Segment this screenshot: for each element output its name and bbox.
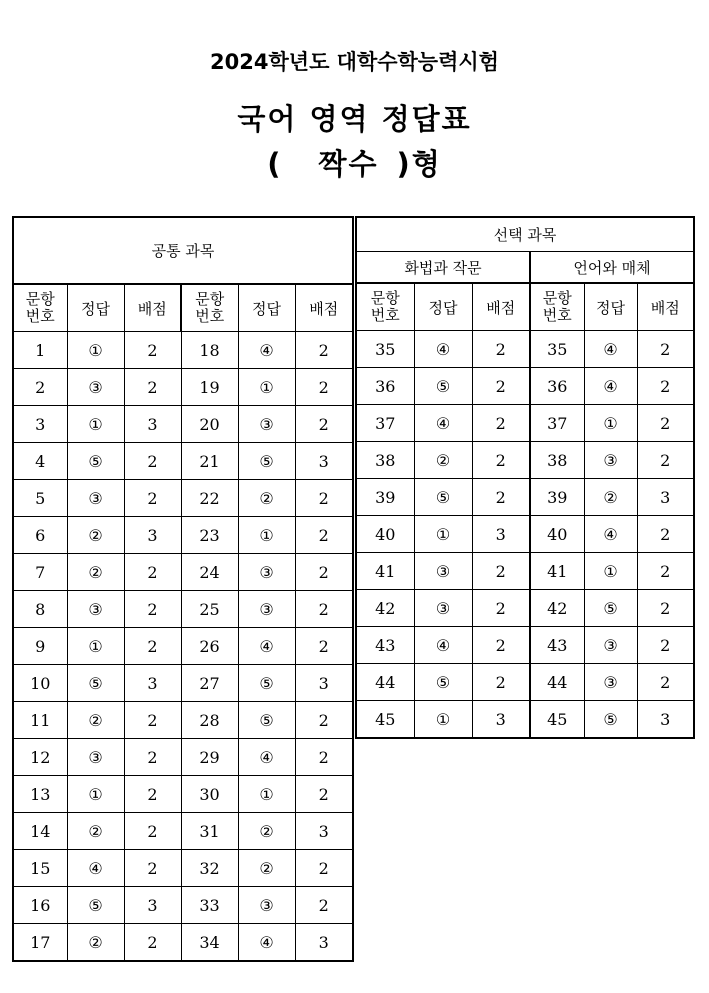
answer-cell: ② xyxy=(67,702,124,739)
answer-cell: ① xyxy=(414,516,472,553)
language-media-header: 언어와 매체 xyxy=(530,252,694,284)
table-row xyxy=(13,739,353,776)
col-header-number-line1: 문항 xyxy=(195,290,225,308)
table-row xyxy=(356,664,694,701)
exam-title: 2024학년도 대학수학능력시험 xyxy=(210,50,499,74)
score-cell: 2 xyxy=(124,924,181,962)
question-number-cell: 22 xyxy=(181,480,238,517)
question-number-cell: 11 xyxy=(13,702,67,739)
answer-cell: ④ xyxy=(584,331,637,368)
question-number-cell: 16 xyxy=(13,887,67,924)
question-number-cell: 23 xyxy=(181,517,238,554)
answer-cell: ③ xyxy=(584,664,637,701)
question-number-cell: 13 xyxy=(13,776,67,813)
col-header-question-number xyxy=(13,284,67,332)
col-header-number-line2: 번호 xyxy=(542,306,572,324)
question-number-cell: 36 xyxy=(356,368,414,405)
question-number-cell: 44 xyxy=(530,664,584,701)
table-row xyxy=(356,627,694,664)
score-cell: 2 xyxy=(124,591,181,628)
answer-cell: ① xyxy=(414,701,472,739)
table-row xyxy=(13,480,353,517)
answer-cell: ② xyxy=(67,517,124,554)
score-cell: 2 xyxy=(124,443,181,480)
answer-cell: ③ xyxy=(67,739,124,776)
answer-cell: ② xyxy=(238,480,295,517)
answer-cell: ⑤ xyxy=(414,368,472,405)
score-cell: 2 xyxy=(472,405,530,442)
answer-cell: ③ xyxy=(414,553,472,590)
col-header-answer: 정답 xyxy=(67,284,124,332)
question-number-cell: 39 xyxy=(356,479,414,516)
col-header-answer: 정답 xyxy=(584,283,637,331)
answer-cell: ⑤ xyxy=(238,443,295,480)
col-header-score: 배점 xyxy=(295,284,353,332)
question-number-cell: 29 xyxy=(181,739,238,776)
score-cell: 3 xyxy=(124,517,181,554)
question-number-cell: 32 xyxy=(181,850,238,887)
question-number-cell: 28 xyxy=(181,702,238,739)
score-cell: 2 xyxy=(124,628,181,665)
table-row xyxy=(356,590,694,627)
answer-cell: ① xyxy=(584,405,637,442)
question-number-cell: 31 xyxy=(181,813,238,850)
col-header-number-line1: 문항 xyxy=(25,290,55,308)
answer-cell: ④ xyxy=(238,332,295,369)
table-row xyxy=(13,628,353,665)
table-row xyxy=(13,887,353,924)
question-number-cell: 40 xyxy=(530,516,584,553)
answer-cell: ④ xyxy=(414,331,472,368)
score-cell: 3 xyxy=(637,701,694,739)
question-number-cell: 25 xyxy=(181,591,238,628)
col-header-score: 배점 xyxy=(472,283,530,331)
score-cell: 3 xyxy=(295,443,353,480)
question-number-cell: 24 xyxy=(181,554,238,591)
answer-cell: ③ xyxy=(238,554,295,591)
form-type: 짝수 xyxy=(318,147,379,181)
score-cell: 2 xyxy=(124,813,181,850)
answer-cell: ⑤ xyxy=(238,702,295,739)
answer-cell: ① xyxy=(67,628,124,665)
table-row xyxy=(356,405,694,442)
elective-subject-header: 선택 과목 xyxy=(356,217,694,252)
answer-cell: ⑤ xyxy=(67,665,124,702)
score-cell: 2 xyxy=(637,627,694,664)
score-cell: 3 xyxy=(295,665,353,702)
answer-cell: ② xyxy=(414,442,472,479)
answer-cell: ③ xyxy=(584,442,637,479)
common-subject-header: 공통 과목 xyxy=(13,217,353,284)
answer-cell: ① xyxy=(67,406,124,443)
answer-cell: ① xyxy=(67,776,124,813)
answer-cell: ② xyxy=(67,813,124,850)
question-number-cell: 37 xyxy=(356,405,414,442)
score-cell: 3 xyxy=(295,924,353,962)
score-cell: 2 xyxy=(124,776,181,813)
score-cell: 2 xyxy=(295,887,353,924)
question-number-cell: 40 xyxy=(356,516,414,553)
question-number-cell: 5 xyxy=(13,480,67,517)
col-header-number-line2: 번호 xyxy=(195,307,225,325)
score-cell: 2 xyxy=(295,850,353,887)
score-cell: 2 xyxy=(295,369,353,406)
question-number-cell: 27 xyxy=(181,665,238,702)
question-number-cell: 6 xyxy=(13,517,67,554)
score-cell: 2 xyxy=(295,776,353,813)
answer-cell: ③ xyxy=(238,591,295,628)
col-header-score: 배점 xyxy=(637,283,694,331)
answer-cell: ② xyxy=(67,924,124,962)
answer-cell: ③ xyxy=(67,369,124,406)
score-cell: 2 xyxy=(472,553,530,590)
table-row xyxy=(356,331,694,368)
question-number-cell: 3 xyxy=(13,406,67,443)
answer-cell: ② xyxy=(584,479,637,516)
question-number-cell: 38 xyxy=(530,442,584,479)
col-header-question-number xyxy=(530,283,584,331)
question-number-cell: 4 xyxy=(13,443,67,480)
col-header-number-line2: 번호 xyxy=(370,306,400,324)
question-number-cell: 41 xyxy=(356,553,414,590)
score-cell: 2 xyxy=(472,627,530,664)
answer-cell: ④ xyxy=(414,405,472,442)
question-number-cell: 26 xyxy=(181,628,238,665)
score-cell: 2 xyxy=(295,702,353,739)
score-cell: 2 xyxy=(472,479,530,516)
answer-cell: ④ xyxy=(238,739,295,776)
score-cell: 2 xyxy=(124,369,181,406)
elective-subject-table xyxy=(355,216,695,739)
question-number-cell: 19 xyxy=(181,369,238,406)
score-cell: 2 xyxy=(124,480,181,517)
table-row xyxy=(356,479,694,516)
answer-cell: ① xyxy=(238,776,295,813)
answer-cell: ③ xyxy=(238,406,295,443)
score-cell: 2 xyxy=(124,332,181,369)
question-number-cell: 41 xyxy=(530,553,584,590)
question-number-cell: 35 xyxy=(530,331,584,368)
answer-cell: ③ xyxy=(238,887,295,924)
form-open-paren: ( xyxy=(267,147,283,181)
score-cell: 3 xyxy=(295,813,353,850)
score-cell: 2 xyxy=(637,553,694,590)
question-number-cell: 21 xyxy=(181,443,238,480)
table-row xyxy=(13,332,353,369)
score-cell: 2 xyxy=(472,442,530,479)
score-cell: 2 xyxy=(295,517,353,554)
score-cell: 2 xyxy=(472,664,530,701)
question-number-cell: 37 xyxy=(530,405,584,442)
score-cell: 2 xyxy=(124,739,181,776)
answer-cell: ② xyxy=(238,813,295,850)
score-cell: 2 xyxy=(295,628,353,665)
score-cell: 2 xyxy=(124,702,181,739)
answer-cell: ③ xyxy=(67,591,124,628)
score-cell: 2 xyxy=(637,331,694,368)
score-cell: 2 xyxy=(295,480,353,517)
answer-cell: ⑤ xyxy=(584,590,637,627)
question-number-cell: 15 xyxy=(13,850,67,887)
question-number-cell: 9 xyxy=(13,628,67,665)
answer-cell: ③ xyxy=(584,627,637,664)
question-number-cell: 42 xyxy=(356,590,414,627)
col-header-number-line1: 문항 xyxy=(370,289,400,307)
question-number-cell: 35 xyxy=(356,331,414,368)
score-cell: 2 xyxy=(124,850,181,887)
question-number-cell: 45 xyxy=(356,701,414,739)
answer-cell: ② xyxy=(67,554,124,591)
answer-cell: ④ xyxy=(414,627,472,664)
subject-title: 국어 영역 정답표 xyxy=(237,102,472,136)
answer-cell: ① xyxy=(238,517,295,554)
question-number-cell: 45 xyxy=(530,701,584,739)
score-cell: 2 xyxy=(295,739,353,776)
question-number-cell: 34 xyxy=(181,924,238,962)
question-number-cell: 44 xyxy=(356,664,414,701)
table-row xyxy=(13,850,353,887)
answer-cell: ④ xyxy=(584,516,637,553)
score-cell: 3 xyxy=(637,479,694,516)
table-row xyxy=(13,443,353,480)
score-cell: 2 xyxy=(472,590,530,627)
table-row xyxy=(356,553,694,590)
answer-cell: ⑤ xyxy=(67,443,124,480)
col-header-score: 배점 xyxy=(124,284,181,332)
col-header-number-line1: 문항 xyxy=(542,289,572,307)
score-cell: 3 xyxy=(124,887,181,924)
answer-cell: ⑤ xyxy=(414,479,472,516)
score-cell: 3 xyxy=(124,406,181,443)
table-row xyxy=(356,442,694,479)
question-number-cell: 43 xyxy=(530,627,584,664)
question-number-cell: 43 xyxy=(356,627,414,664)
speech-writing-header: 화법과 작문 xyxy=(356,252,530,284)
answer-cell: ⑤ xyxy=(238,665,295,702)
col-header-number-line2: 번호 xyxy=(25,307,55,325)
score-cell: 3 xyxy=(472,701,530,739)
score-cell: 3 xyxy=(124,665,181,702)
answer-cell: ⑤ xyxy=(584,701,637,739)
table-row xyxy=(356,516,694,553)
question-number-cell: 7 xyxy=(13,554,67,591)
table-row xyxy=(13,776,353,813)
answer-cell: ① xyxy=(67,332,124,369)
question-number-cell: 33 xyxy=(181,887,238,924)
score-cell: 2 xyxy=(295,554,353,591)
question-number-cell: 38 xyxy=(356,442,414,479)
answer-cell: ④ xyxy=(238,924,295,962)
table-row xyxy=(13,813,353,850)
question-number-cell: 20 xyxy=(181,406,238,443)
answer-cell: ① xyxy=(238,369,295,406)
table-row xyxy=(356,368,694,405)
table-row xyxy=(13,924,353,962)
question-number-cell: 1 xyxy=(13,332,67,369)
question-number-cell: 14 xyxy=(13,813,67,850)
score-cell: 2 xyxy=(295,406,353,443)
col-header-question-number xyxy=(181,284,238,332)
score-cell: 2 xyxy=(637,516,694,553)
table-row xyxy=(13,554,353,591)
answer-cell: ④ xyxy=(584,368,637,405)
answer-cell: ④ xyxy=(238,628,295,665)
question-number-cell: 8 xyxy=(13,591,67,628)
form-close-paren: )형 xyxy=(396,147,442,181)
answer-cell: ⑤ xyxy=(67,887,124,924)
question-number-cell: 18 xyxy=(181,332,238,369)
table-row xyxy=(13,665,353,702)
answer-cell: ③ xyxy=(414,590,472,627)
question-number-cell: 30 xyxy=(181,776,238,813)
table-row xyxy=(13,406,353,443)
common-subject-table xyxy=(12,216,354,962)
score-cell: 2 xyxy=(637,405,694,442)
score-cell: 2 xyxy=(295,332,353,369)
table-row xyxy=(13,591,353,628)
score-cell: 2 xyxy=(637,590,694,627)
question-number-cell: 12 xyxy=(13,739,67,776)
table-row xyxy=(13,702,353,739)
question-number-cell: 42 xyxy=(530,590,584,627)
score-cell: 2 xyxy=(637,368,694,405)
score-cell: 2 xyxy=(637,442,694,479)
table-row xyxy=(356,701,694,739)
question-number-cell: 36 xyxy=(530,368,584,405)
form-type-title xyxy=(0,142,709,183)
question-number-cell: 10 xyxy=(13,665,67,702)
score-cell: 3 xyxy=(472,516,530,553)
answer-cell: ⑤ xyxy=(414,664,472,701)
table-row xyxy=(13,517,353,554)
score-cell: 2 xyxy=(472,331,530,368)
score-cell: 2 xyxy=(472,368,530,405)
answer-cell: ① xyxy=(584,553,637,590)
col-header-question-number xyxy=(356,283,414,331)
table-row xyxy=(13,369,353,406)
col-header-answer: 정답 xyxy=(414,283,472,331)
question-number-cell: 39 xyxy=(530,479,584,516)
answer-cell: ② xyxy=(238,850,295,887)
score-cell: 2 xyxy=(637,664,694,701)
score-cell: 2 xyxy=(124,554,181,591)
answer-cell: ③ xyxy=(67,480,124,517)
question-number-cell: 2 xyxy=(13,369,67,406)
question-number-cell: 17 xyxy=(13,924,67,962)
score-cell: 2 xyxy=(295,591,353,628)
answer-cell: ④ xyxy=(67,850,124,887)
col-header-answer: 정답 xyxy=(238,284,295,332)
